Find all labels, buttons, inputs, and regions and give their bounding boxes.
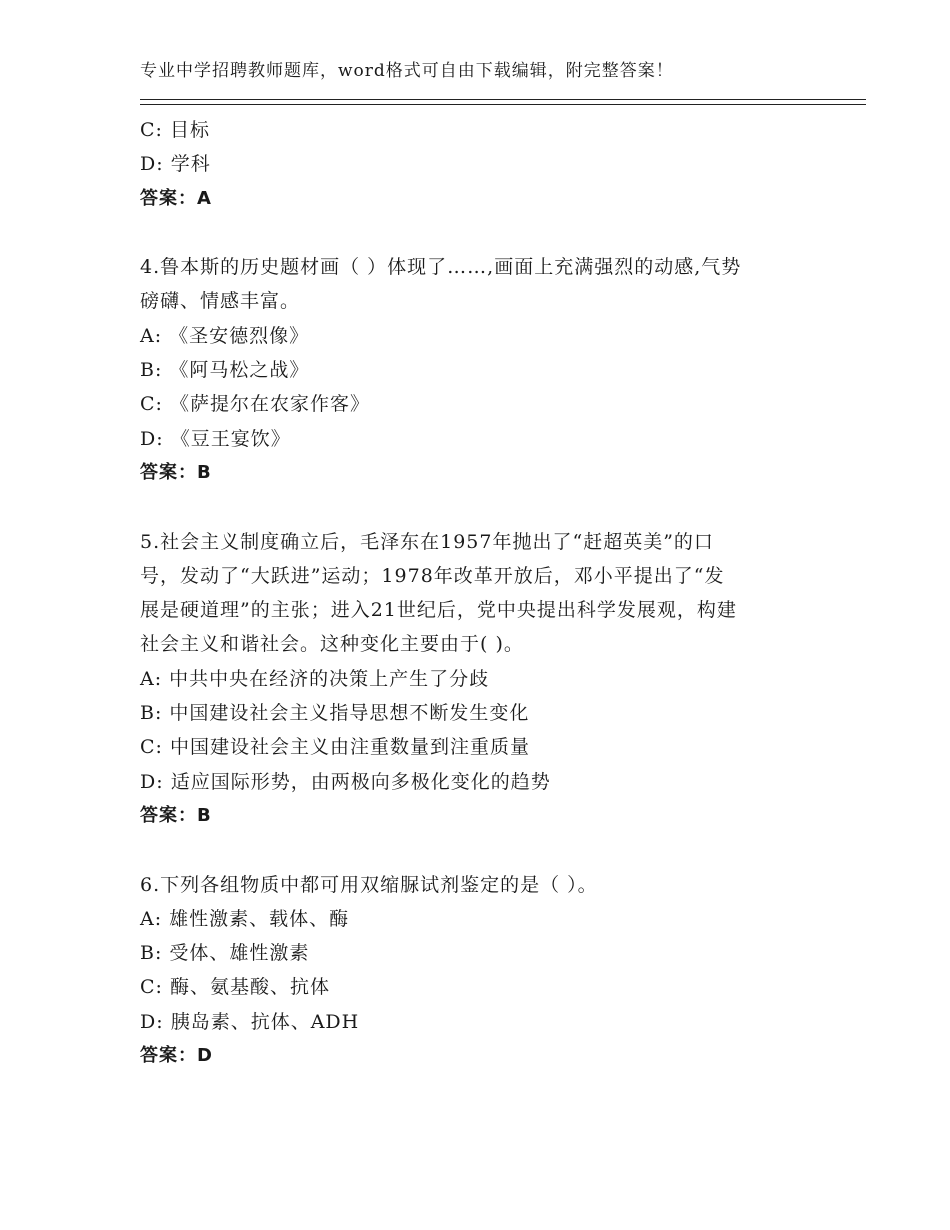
option-text: 《圣安德烈像》 bbox=[169, 324, 310, 347]
question-stem-line: 磅礴、情感丰富。 bbox=[140, 290, 301, 313]
option-b bbox=[140, 696, 820, 730]
answer-line: 答案：A bbox=[140, 187, 212, 209]
option-text: 中共中央在经济的决策上产生了分歧 bbox=[169, 667, 490, 690]
option-c bbox=[140, 730, 820, 764]
question-block-5 bbox=[140, 525, 820, 834]
option-text: 《阿马松之战》 bbox=[169, 359, 310, 382]
option-label: B: bbox=[140, 702, 163, 725]
option-c bbox=[140, 387, 820, 421]
option-label: C: bbox=[140, 736, 163, 759]
option-label: A: bbox=[140, 324, 163, 347]
option-d bbox=[140, 147, 820, 181]
option-text: 胰岛素、抗体、ADH bbox=[170, 1010, 360, 1033]
question-stem-line: 展是硬道理”的主张；进入21世纪后，党中央提出科学发展观，构建 bbox=[140, 599, 737, 622]
question-list bbox=[140, 113, 820, 1073]
option-c bbox=[140, 113, 820, 147]
answer-line: 答案：D bbox=[140, 1045, 213, 1067]
option-label: D: bbox=[140, 153, 164, 176]
question-block-4 bbox=[140, 250, 820, 490]
option-label: A: bbox=[140, 907, 163, 930]
option-a bbox=[140, 319, 820, 353]
option-label: C: bbox=[140, 976, 163, 999]
spacer bbox=[140, 216, 820, 250]
question-block-6 bbox=[140, 868, 820, 1074]
spacer bbox=[140, 490, 820, 524]
option-c bbox=[140, 970, 820, 1004]
option-text: 中国建设社会主义指导思想不断发生变化 bbox=[169, 702, 530, 725]
option-label: D: bbox=[140, 770, 164, 793]
option-d bbox=[140, 422, 820, 456]
answer-line: 答案：B bbox=[140, 461, 212, 483]
option-text: 适应国际形势，由两极向多极化变化的趋势 bbox=[170, 770, 551, 793]
option-label: A: bbox=[140, 667, 163, 690]
option-text: 中国建设社会主义由注重数量到注重质量 bbox=[170, 736, 531, 759]
option-d bbox=[140, 765, 820, 799]
answer-line: 答案：B bbox=[140, 804, 212, 826]
option-b bbox=[140, 353, 820, 387]
option-text: 《萨提尔在农家作客》 bbox=[170, 393, 371, 416]
option-label: B: bbox=[140, 942, 163, 965]
option-text: 受体、雄性激素 bbox=[169, 942, 310, 965]
header-divider-top bbox=[140, 99, 866, 100]
option-label: D: bbox=[140, 1010, 164, 1033]
question-stem-line: 号，发动了“大跃进”运动；1978年改革开放后，邓小平提出了“发 bbox=[140, 564, 725, 587]
option-text: 学科 bbox=[170, 153, 211, 176]
option-text: 雄性激素、载体、酶 bbox=[169, 907, 350, 930]
option-a bbox=[140, 662, 820, 696]
option-a bbox=[140, 902, 820, 936]
option-label: B: bbox=[140, 359, 163, 382]
option-d bbox=[140, 1005, 820, 1039]
question-stem-line: 6.下列各组物质中都可用双缩脲试剂鉴定的是（ ）。 bbox=[140, 873, 598, 896]
question-stem-line: 社会主义和谐社会。这种变化主要由于( )。 bbox=[140, 633, 524, 656]
header-divider-bottom bbox=[140, 104, 866, 105]
option-label: C: bbox=[140, 119, 163, 141]
page-header: 专业中学招聘教师题库，word格式可自由下载编辑，附完整答案！ bbox=[140, 61, 674, 81]
question-stem-line: 5.社会主义制度确立后，毛泽东在1957年抛出了“赶超英美”的口 bbox=[140, 530, 714, 553]
question-block-3 bbox=[140, 113, 820, 216]
option-text: 《豆王宴饮》 bbox=[170, 427, 291, 450]
option-text: 目标 bbox=[170, 119, 211, 141]
spacer bbox=[140, 833, 820, 867]
option-b bbox=[140, 936, 820, 970]
option-text: 酶、氨基酸、抗体 bbox=[170, 976, 331, 999]
question-stem-line: 4.鲁本斯的历史题材画（ ）体现了……,画面上充满强烈的动感,气势 bbox=[140, 256, 742, 279]
option-label: D: bbox=[140, 427, 164, 450]
option-label: C: bbox=[140, 393, 163, 416]
